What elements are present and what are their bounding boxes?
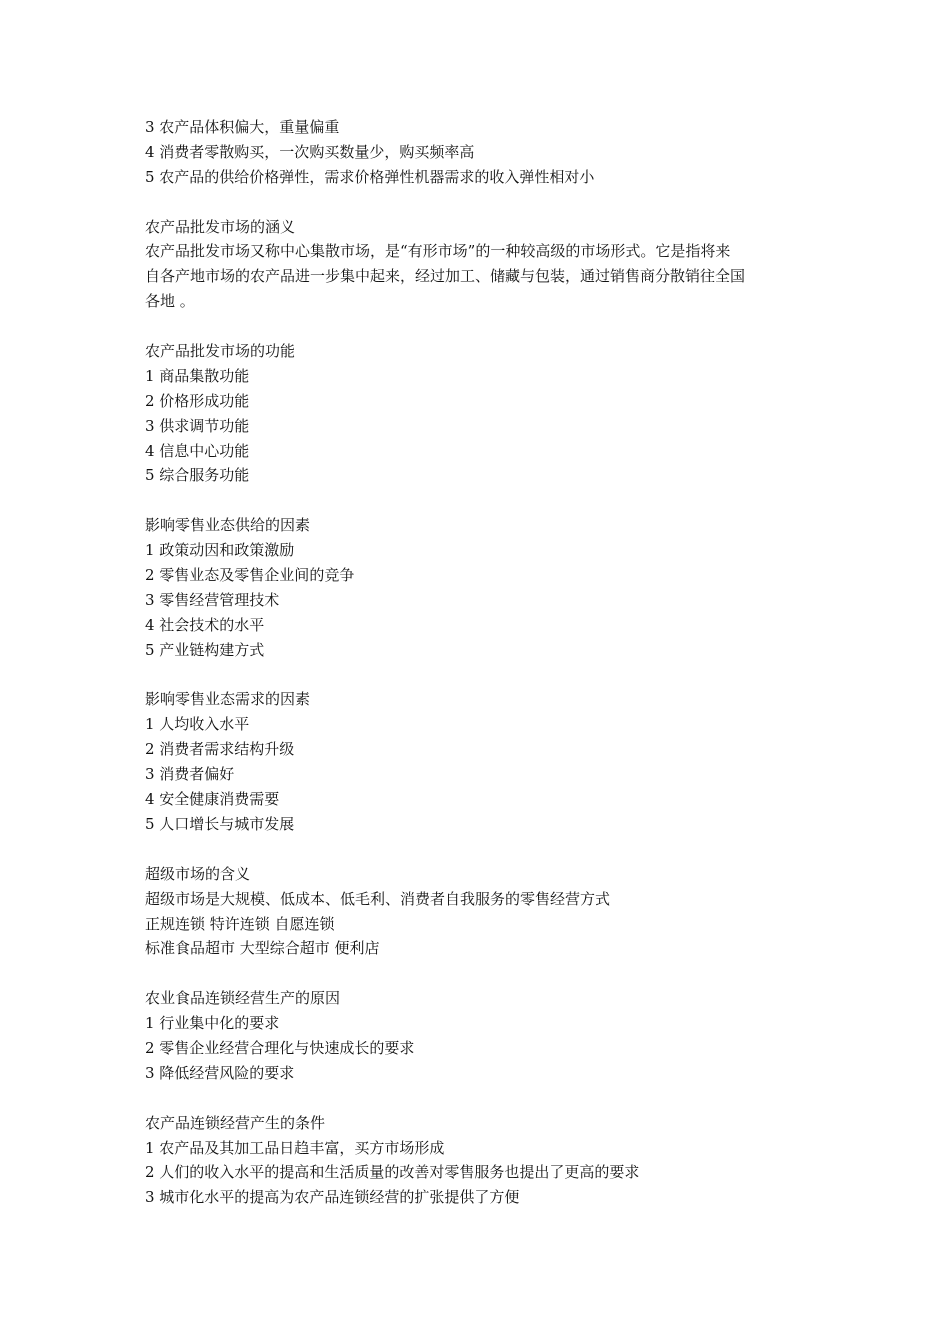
list-item: 3 农产品体积偏大，重量偏重 — [145, 118, 340, 136]
section-chain-operation-conditions — [145, 1111, 825, 1211]
paragraph-gap — [145, 837, 825, 862]
paragraph-line: 超级市场是大规模、低成本、低毛利、消费者自我服务的零售经营方式 — [145, 889, 611, 908]
paragraph-line: 标准食品超市 大型综合超市 便利店 — [145, 939, 380, 958]
section-wholesale-market-functions — [145, 339, 825, 488]
paragraph-gap — [145, 190, 825, 215]
section-heading: 影响零售业态供给的因素 — [145, 516, 311, 535]
section-heading: 农产品批发市场的功能 — [145, 342, 296, 361]
list-item: 5 人口增长与城市发展 — [145, 814, 295, 833]
section-wholesale-market-definition — [145, 215, 825, 315]
paragraph-line: 正规连锁 特许连锁 自愿连锁 — [145, 914, 335, 933]
paragraph-line: 各地 。 — [145, 292, 195, 311]
list-item: 3 消费者偏好 — [145, 765, 235, 784]
list-item: 1 人均收入水平 — [145, 715, 250, 734]
section-heading: 影响零售业态需求的因素 — [145, 690, 311, 709]
section-heading: 超级市场的含义 — [145, 864, 251, 883]
list-item: 1 商品集散功能 — [145, 366, 250, 385]
section-retail-supply-factors — [145, 513, 825, 662]
list-item: 5 农产品的供给价格弹性，需求价格弹性机器需求的收入弹性相对小 — [145, 167, 595, 186]
paragraph-gap — [145, 488, 825, 513]
list-item: 2 人们的收入水平的提高和生活质量的改善对零售服务也提出了更高的要求 — [145, 1163, 640, 1182]
list-item: 3 城市化水平的提高为农产品连锁经营的扩张提供了方便 — [145, 1188, 520, 1207]
list-item: 4 消费者零散购买，一次购买数量少，购买频率高 — [145, 142, 475, 161]
list-item: 2 消费者需求结构升级 — [145, 740, 295, 759]
paragraph-line: 自各产地市场的农产品进一步集中起来，经过加工、储藏与包装，通过销售商分散销往全国 — [145, 267, 746, 286]
list-item: 4 社会技术的水平 — [145, 615, 265, 634]
document-page — [145, 115, 825, 1210]
section-heading: 农产品批发市场的涵义 — [145, 217, 296, 236]
list-item: 1 行业集中化的要求 — [145, 1014, 280, 1033]
section-retail-demand-factors — [145, 687, 825, 836]
section-heading: 农业食品连锁经营生产的原因 — [145, 989, 341, 1008]
paragraph-line: 农产品批发市场又称中心集散市场，是“有形市场”的一种较高级的市场形式。它是指将来 — [145, 242, 731, 261]
list-item: 1 政策动因和政策激励 — [145, 541, 295, 560]
section-heading: 农产品连锁经营产生的条件 — [145, 1113, 326, 1132]
list-item: 2 价格形成功能 — [145, 391, 250, 410]
paragraph-gap — [145, 663, 825, 688]
list-item: 5 综合服务功能 — [145, 466, 250, 485]
list-item: 4 信息中心功能 — [145, 441, 250, 460]
list-item: 3 降低经营风险的要求 — [145, 1063, 295, 1082]
paragraph-gap — [145, 314, 825, 339]
list-item: 4 安全健康消费需要 — [145, 790, 280, 809]
section-chain-operation-reasons — [145, 986, 825, 1086]
list-item: 2 零售业态及零售企业间的竞争 — [145, 566, 355, 585]
paragraph-gap — [145, 961, 825, 986]
section-supermarket-definition — [145, 862, 825, 962]
list-item: 5 产业链构建方式 — [145, 640, 265, 659]
list-item: 3 供求调节功能 — [145, 416, 250, 435]
paragraph-gap — [145, 1086, 825, 1111]
list-item: 3 零售经营管理技术 — [145, 590, 280, 609]
list-item: 1 农产品及其加工品日趋丰富，买方市场形成 — [145, 1138, 445, 1157]
section-product-characteristics — [145, 115, 825, 190]
list-item: 2 零售企业经营合理化与快速成长的要求 — [145, 1038, 415, 1057]
